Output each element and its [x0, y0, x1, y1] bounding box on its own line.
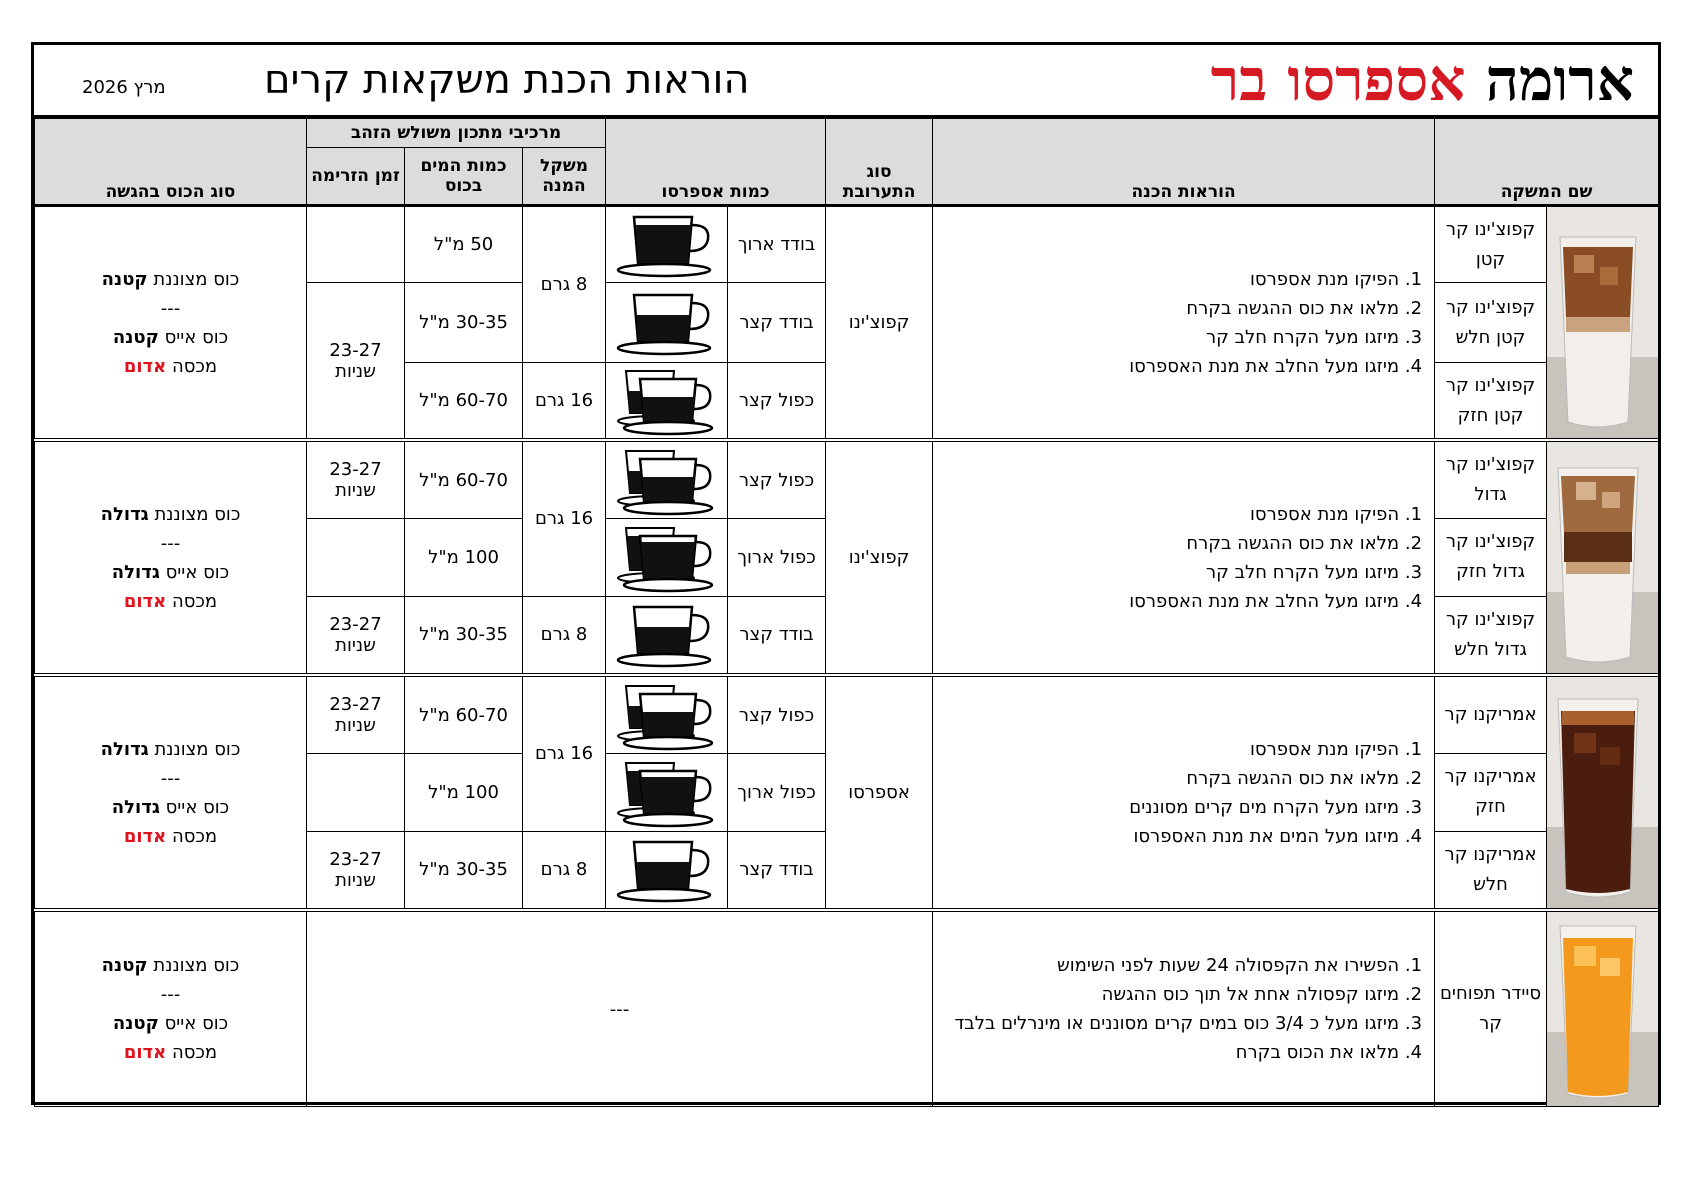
drink-name: קפוצ'ינו קר גדול — [1435, 440, 1547, 519]
lid-label: מכסה — [171, 355, 218, 377]
col-mix-type: סוג התערובת — [826, 119, 933, 206]
instruction-step: 4. מיזגו מעל המים את מנת האספרסו — [1133, 825, 1423, 847]
instruction-step: 1. הפיקו מנת אספרסו — [1250, 503, 1423, 525]
instruction-step: 3. מיזגו מעל הקרח חלב קר — [1205, 561, 1423, 583]
single-short-cup-icon — [606, 831, 728, 910]
document-date: מרץ 2026 — [82, 77, 166, 98]
glass-type — [35, 440, 307, 675]
single-short-cup-icon — [606, 596, 728, 675]
sheet-header — [34, 45, 1658, 118]
water-amount: 30-35 מ"ל — [405, 283, 523, 363]
double-long-cup-icon — [606, 754, 728, 832]
espresso-amount: כפול ארוך — [728, 519, 826, 597]
page-title: הוראות הכנת משקאות קרים — [264, 57, 750, 103]
brand-name-black: ארומה — [1485, 46, 1634, 114]
drink-name: אמריקנו קר חלש — [1435, 831, 1547, 910]
glass-size: גדולה — [111, 561, 160, 583]
espresso-amount: בודד קצר — [728, 831, 826, 910]
extraction-time: 23-27 שניות — [307, 831, 405, 910]
espresso-amount: כפול קצר — [728, 675, 826, 754]
mix-type: קפוצ'ינו — [826, 440, 933, 675]
glass-size: קטנה — [112, 326, 159, 348]
lid-color: אדום — [123, 825, 167, 847]
drinks-table — [34, 118, 1659, 1107]
glass-type — [35, 206, 307, 441]
iced-cider-photo — [1547, 910, 1659, 1107]
extraction-time — [307, 206, 405, 283]
glass-separator: --- — [160, 532, 181, 554]
lid-color: אדום — [123, 355, 167, 377]
extraction-time — [307, 519, 405, 597]
extraction-time — [307, 754, 405, 832]
glass-ice: כוס אייס — [165, 796, 230, 818]
espresso-amount: בודד ארוך — [728, 206, 826, 283]
lid-label: מכסה — [171, 590, 218, 612]
col-golden-triangle: מרכיבי מתכון משולש הזהב — [307, 119, 606, 148]
lid-color: אדום — [123, 1042, 167, 1063]
double-long-cup-icon — [606, 519, 728, 597]
water-amount: 60-70 מ"ל — [405, 440, 523, 519]
instruction-step: 1. הפיקו מנת אספרסו — [1250, 268, 1423, 290]
instruction-step: 4. מלאו את הכוס בקרח — [1235, 1042, 1423, 1063]
extraction-time: 23-27 שניות — [307, 596, 405, 675]
glass-size: קטנה — [101, 955, 148, 976]
water-amount: 60-70 מ"ל — [405, 363, 523, 441]
instruction-step: 2. מלאו את כוס ההגשה בקרח — [1186, 532, 1423, 554]
dose-weight: 8 גרם — [523, 831, 606, 910]
instruction-sheet — [31, 42, 1661, 1105]
drink-name: אמריקנו קר — [1435, 675, 1547, 754]
lid-color: אדום — [123, 590, 167, 612]
col-drink-name: שם המשקה — [1435, 119, 1659, 206]
water-amount: 100 מ"ל — [405, 754, 523, 832]
brand-name-red: אספרסו בר — [1210, 46, 1466, 114]
water-amount: 50 מ"ל — [405, 206, 523, 283]
instruction-step: 1. הפיקו מנת אספרסו — [1250, 738, 1423, 760]
water-amount: 100 מ"ל — [405, 519, 523, 597]
water-amount: 30-35 מ"ל — [405, 831, 523, 910]
espresso-amount: כפול ארוך — [728, 754, 826, 832]
instruction-step: 1. הפשירו את הקפסולה 24 שעות לפני השימוש — [1056, 955, 1423, 976]
brand-logo — [1211, 45, 1634, 115]
instructions-cell — [933, 675, 1435, 910]
drink-name: סיידר תפוחים קר — [1435, 910, 1547, 1107]
glass-cold: כוס מצוננת — [154, 738, 241, 760]
glass-separator: --- — [160, 767, 181, 789]
dose-weight: 16 גרם — [523, 363, 606, 441]
water-amount: 30-35 מ"ל — [405, 596, 523, 675]
dose-weight: 16 גרם — [523, 440, 606, 596]
instructions-cell — [933, 910, 1435, 1107]
glass-separator: --- — [160, 984, 181, 1005]
double-short-cup-icon — [606, 440, 728, 519]
lid-label: מכסה — [171, 825, 218, 847]
mix-type: אספרסו — [826, 675, 933, 910]
espresso-amount: כפול קצר — [728, 363, 826, 441]
espresso-amount: בודד קצר — [728, 283, 826, 363]
double-short-cup-icon — [606, 675, 728, 754]
col-water-amount: כמות המים בכוס — [405, 148, 523, 206]
glass-type — [35, 675, 307, 910]
instruction-step: 2. מלאו את כוס ההגשה בקרח — [1186, 767, 1423, 789]
instruction-step: 2. מיזגו קפסולה אחת אל תוך כוס ההגשה — [1101, 984, 1423, 1005]
extraction-time: 23-27 שניות — [307, 283, 405, 441]
drink-name: קפוצ'ינו קר קטן חלש — [1435, 283, 1547, 363]
extraction-time: 23-27 שניות — [307, 675, 405, 754]
instruction-step: 4. מיזגו מעל החלב את מנת האספרסו — [1129, 355, 1423, 377]
dose-weight: 8 גרם — [523, 206, 606, 363]
instruction-step: 4. מיזגו מעל החלב את מנת האספרסו — [1129, 590, 1423, 612]
col-dose-weight: משקל המנה — [523, 148, 606, 206]
glass-cold: כוס מצוננת — [153, 955, 240, 976]
glass-size: גדולה — [111, 796, 160, 818]
drink-name: קפוצ'ינו קר גדול חזק — [1435, 519, 1547, 597]
glass-size: קטנה — [112, 1013, 159, 1034]
col-espresso-amount: כמות אספרסו — [606, 119, 826, 206]
drink-name: אמריקנו קר חזק — [1435, 754, 1547, 832]
single-short-cup-icon — [606, 283, 728, 363]
glass-type — [35, 910, 307, 1107]
glass-separator: --- — [160, 297, 181, 319]
glass-size: קטנה — [101, 268, 148, 290]
single-long-cup-icon — [606, 206, 728, 283]
instruction-step: 2. מלאו את כוס ההגשה בקרח — [1186, 297, 1423, 319]
drink-name: קפוצ'ינו קר גדול חלש — [1435, 596, 1547, 675]
instructions-cell — [933, 440, 1435, 675]
col-extraction-time: זמן הזרימה — [307, 148, 405, 206]
mix-type: קפוצ'ינו — [826, 206, 933, 441]
drink-name: קפוצ'ינו קר קטן — [1435, 206, 1547, 283]
dose-weight: 16 גרם — [523, 675, 606, 831]
dose-weight: 8 גרם — [523, 596, 606, 675]
instruction-step: 3. מיזגו מעל הקרח מים קרים מסוננים — [1129, 796, 1423, 818]
col-glass-type: סוג הכוס בהגשה — [35, 119, 307, 206]
iced-cappuccino-photo — [1547, 206, 1659, 441]
iced-americano-photo — [1547, 675, 1659, 910]
glass-cold: כוס מצוננת — [153, 268, 240, 290]
glass-ice: כוס אייס — [164, 326, 229, 348]
iced-cappuccino-large-photo — [1547, 440, 1659, 675]
instructions-cell — [933, 206, 1435, 441]
not-applicable-cell: --- — [307, 910, 933, 1107]
espresso-amount: בודד קצר — [728, 596, 826, 675]
lid-label: מכסה — [171, 1042, 218, 1063]
instruction-step: 3. מיזגו מעל הקרח חלב קר — [1205, 326, 1423, 348]
water-amount: 60-70 מ"ל — [405, 675, 523, 754]
glass-cold: כוס מצוננת — [154, 503, 241, 525]
drink-name: קפוצ'ינו קר קטן חזק — [1435, 363, 1547, 441]
double-short-cup-icon — [606, 363, 728, 441]
instruction-step: 3. מיזגו מעל כ 3/4 כוס במים קרים מסוננים או מינרלים בלבד — [954, 1013, 1423, 1034]
glass-ice: כוס אייס — [165, 561, 230, 583]
extraction-time: 23-27 שניות — [307, 440, 405, 519]
glass-ice: כוס אייס — [164, 1013, 229, 1034]
glass-size: גדולה — [100, 738, 149, 760]
espresso-amount: כפול קצר — [728, 440, 826, 519]
glass-size: גדולה — [100, 503, 149, 525]
col-instructions: הוראות הכנה — [933, 119, 1435, 206]
